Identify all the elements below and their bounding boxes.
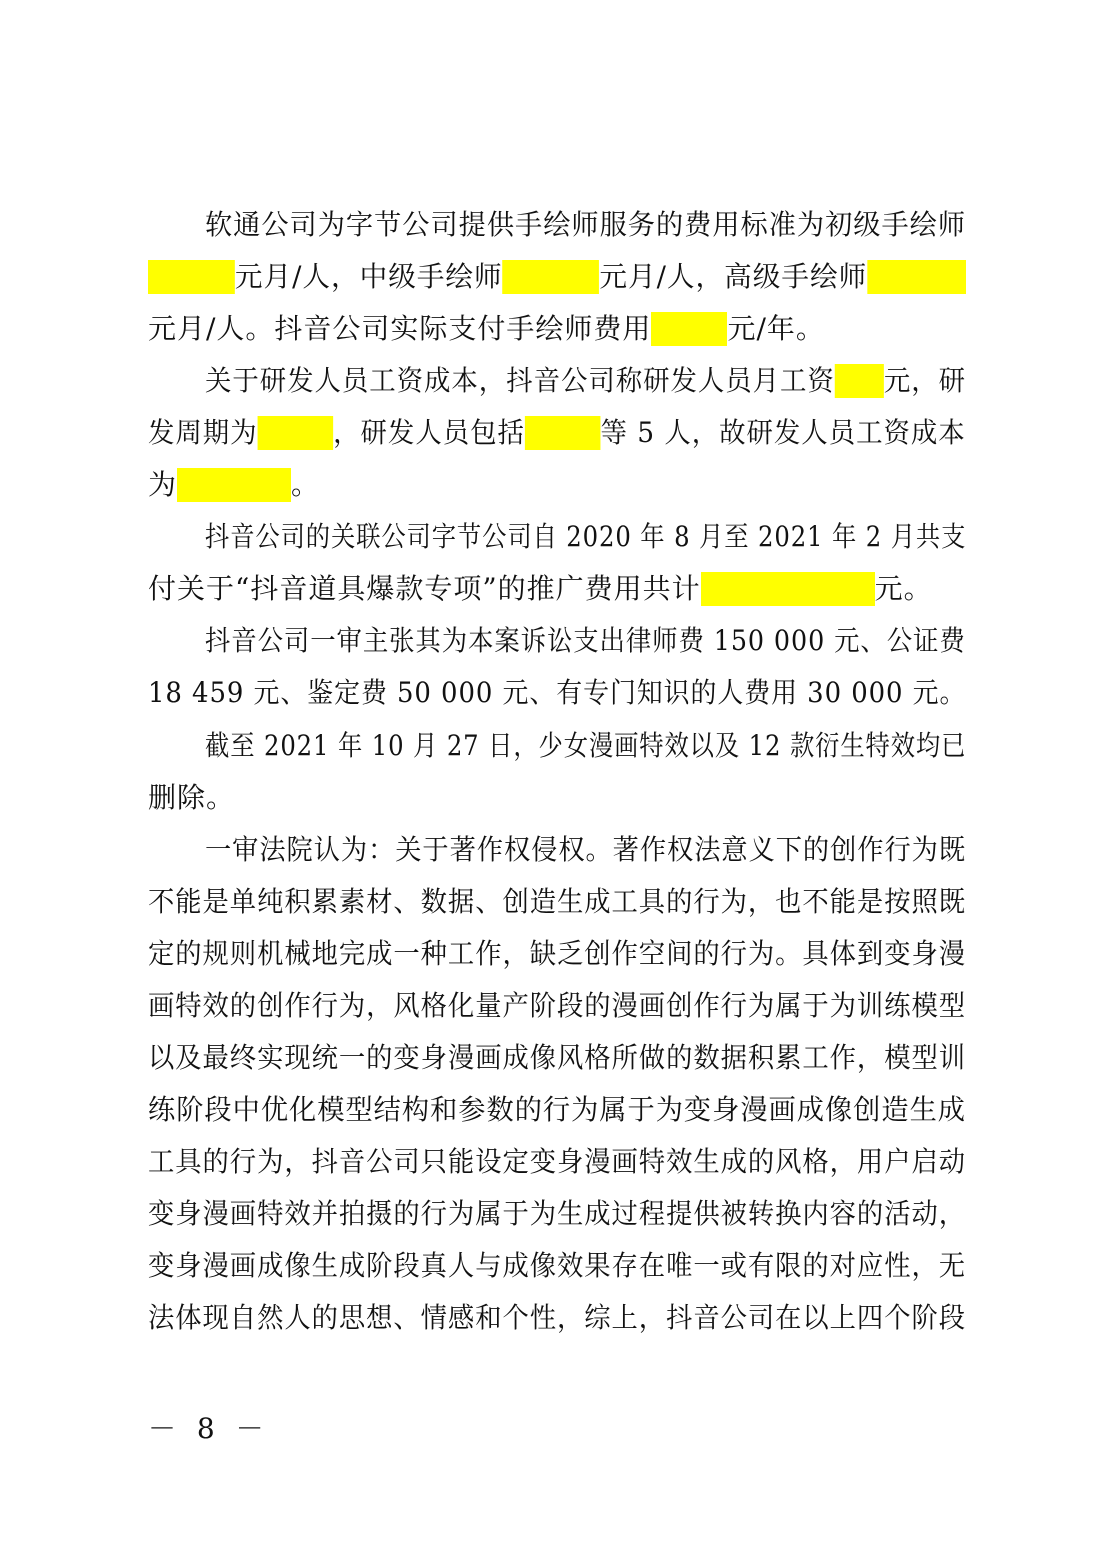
paragraph-6-line-9: [148, 1249, 966, 1283]
paragraph-4-line-2: [148, 676, 966, 710]
text-span: 元。: [874, 572, 933, 605]
paragraph-5-line-1: [205, 729, 966, 763]
paragraph-6-line-2: [148, 885, 966, 919]
text-span: 删除。: [148, 781, 236, 814]
redaction-highlight: [651, 312, 727, 346]
paragraph-2-line-1: [205, 364, 966, 398]
paragraph-3-line-2: [148, 572, 933, 606]
redaction-highlight: [701, 572, 875, 606]
paragraph-5-line-2: [148, 781, 235, 815]
paragraph-2-line-3: [148, 468, 320, 502]
text-span: ，研发人员包括: [333, 416, 525, 449]
text-span: 定的规则机械地完成一种工作，缺乏创作空间的行为。具体到变身漫: [148, 937, 967, 970]
text-span: 关于研发人员工资成本，抖音公司称研发人员月工资: [205, 364, 835, 397]
redaction-highlight: [835, 364, 884, 398]
text-span: 元/年。: [727, 312, 825, 345]
redaction-highlight: [148, 260, 235, 294]
text-span: 法体现自然人的思想、情感和个性，综上，抖音公司在以上四个阶段: [148, 1301, 967, 1334]
text-span: 以及最终实现统一的变身漫画成像风格所做的数据积累工作，模型训: [148, 1041, 967, 1074]
text-span: 不能是单纯积累素材、数据、创造生成工具的行为，也不能是按照既: [148, 885, 967, 918]
paragraph-6-line-10: [148, 1301, 966, 1335]
text-span: 等 5 人，故研发人员工资成本: [600, 416, 966, 449]
text-span: 。: [291, 468, 321, 501]
paragraph-4-line-1: [205, 624, 966, 658]
redaction-highlight: [525, 416, 601, 450]
text-span: 练阶段中优化模型结构和参数的行为属于为变身漫画成像创造生成: [148, 1093, 967, 1126]
text-span: 元月/人，高级手绘师: [599, 260, 868, 293]
paragraph-2-line-2: [148, 416, 966, 450]
text-span: 工具的行为，抖音公司只能设定变身漫画特效生成的风格，用户启动: [148, 1145, 967, 1178]
paragraph-6-line-1: [205, 833, 966, 867]
text-span: 为: [148, 468, 178, 501]
text-span: 变身漫画成像生成阶段真人与成像效果存在唯一或有限的对应性，无: [148, 1249, 967, 1282]
text-span: 画特效的创作行为，风格化量产阶段的漫画创作行为属于为训练模型: [148, 989, 967, 1022]
page-number: － 8 －: [148, 1412, 270, 1445]
paragraph-1-line-1: [205, 208, 966, 242]
paragraph-6-line-5: [148, 1041, 966, 1075]
text-span: 截至 2021 年 10 月 27 日，少女漫画特效以及 12 款衍生特效均已: [205, 729, 967, 762]
text-span: 元月/人，中级手绘师: [234, 260, 503, 293]
paragraph-6-line-4: [148, 989, 966, 1023]
text-span: 软通公司为字节公司提供手绘师服务的费用标准为初级手绘师: [205, 208, 967, 241]
redaction-highlight: [258, 416, 334, 450]
paragraph-6-line-8: [148, 1197, 966, 1231]
text-span: 一审法院认为：关于著作权侵权。著作权法意义下的创作行为既: [205, 833, 967, 866]
redaction-highlight: [503, 260, 600, 294]
text-span: 发周期为: [148, 416, 258, 449]
paragraph-6-line-3: [148, 937, 966, 971]
paragraph-1-line-2: [148, 260, 966, 294]
paragraph-6-line-6: [148, 1093, 966, 1127]
text-span: 变身漫画特效并拍摄的行为属于为生成过程提供被转换内容的活动，: [148, 1197, 967, 1230]
text-span: 付关于“抖音道具爆款专项”的推广费用共计: [148, 572, 701, 605]
text-span: 元月/人。抖音公司实际支付手绘师费用: [148, 312, 652, 345]
redaction-highlight: [867, 260, 966, 294]
redaction-highlight: [177, 468, 291, 502]
paragraph-3-line-1: [205, 520, 966, 554]
text-span: 抖音公司的关联公司字节公司自 2020 年 8 月至 2021 年 2 月共支: [205, 520, 967, 553]
text-span: 元，研: [883, 364, 967, 397]
paragraph-6-line-7: [148, 1145, 966, 1179]
text-span: 18 459 元、鉴定费 50 000 元、有专门知识的人费用 30 000 元。: [148, 676, 967, 709]
text-span: 抖音公司一审主张其为本案诉讼支出律师费 150 000 元、公证费: [205, 624, 966, 657]
paragraph-1-line-3: [148, 312, 825, 346]
